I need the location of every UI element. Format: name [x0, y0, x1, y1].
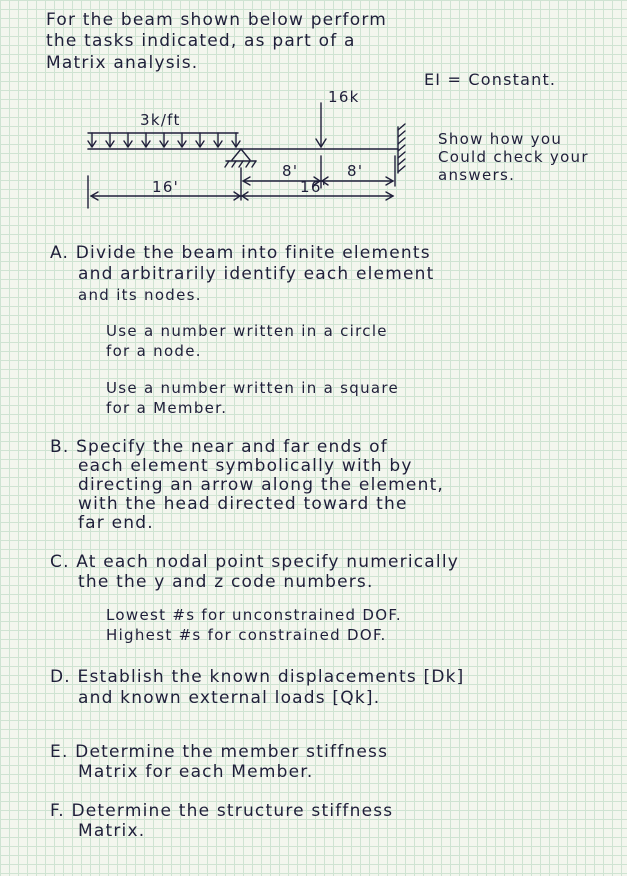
fixed-support: [398, 124, 405, 173]
task-c-sub-line-2: Highest #s for constrained DOF.: [106, 626, 387, 644]
task-e-line-1: E. Determine the member stiffness: [50, 742, 389, 762]
intro-line-2: the tasks indicated, as part of a: [46, 31, 356, 51]
side-note-line-3: answers.: [438, 166, 516, 184]
task-f-line-1: F. Determine the structure stiffness: [50, 801, 394, 821]
task-a-line-3: and its nodes.: [78, 286, 202, 304]
task-b-line-2: each element symbolically with by: [78, 456, 413, 476]
task-b-line-1: B. Specify the near and far ends of: [50, 437, 388, 457]
task-a-sub1-line-1: Use a number written in a circle: [106, 322, 388, 340]
dimension-label-right: 16': [300, 178, 328, 196]
task-c-line-2: the the y and z code numbers.: [78, 572, 374, 592]
task-a-sub1-line-2: for a node.: [106, 342, 202, 360]
distributed-load-arrows: [88, 133, 240, 147]
task-f-line-2: Matrix.: [78, 821, 146, 841]
ei-note: EI = Constant.: [424, 70, 557, 89]
task-b-line-5: far end.: [78, 513, 154, 533]
side-note-line-1: Show how you: [438, 130, 563, 148]
pin-support: [225, 149, 256, 167]
dimension-label-mid-b: 8': [347, 162, 364, 180]
task-a-sub2-line-2: for a Member.: [106, 399, 228, 417]
task-c-sub-line-1: Lowest #s for unconstrained DOF.: [106, 606, 402, 624]
intro-line-1: For the beam shown below perform: [46, 10, 387, 30]
side-note-line-2: Could check your: [438, 148, 589, 166]
task-c-line-1: C. At each nodal point specify numerically: [50, 552, 460, 572]
task-a-line-1: A. Divide the beam into finite elements: [50, 243, 431, 263]
task-a-line-2: and arbitrarily identify each element: [78, 264, 435, 284]
task-b-line-3: directing an arrow along the element,: [78, 475, 445, 495]
task-e-line-2: Matrix for each Member.: [78, 762, 314, 782]
dimension-label-mid-a: 8': [282, 162, 299, 180]
task-d-line-2: and known external loads [Qk].: [78, 688, 381, 708]
task-a-sub2-line-1: Use a number written in a square: [106, 379, 400, 397]
task-d-line-1: D. Establish the known displacements [Dk]: [50, 667, 465, 687]
point-load-label: 16k: [328, 88, 360, 106]
task-b-line-4: with the head directed toward the: [78, 494, 408, 514]
intro-line-3: Matrix analysis.: [46, 53, 199, 73]
dimension-label-left: 16': [152, 178, 180, 196]
distributed-load-label: 3k/ft: [140, 111, 181, 129]
